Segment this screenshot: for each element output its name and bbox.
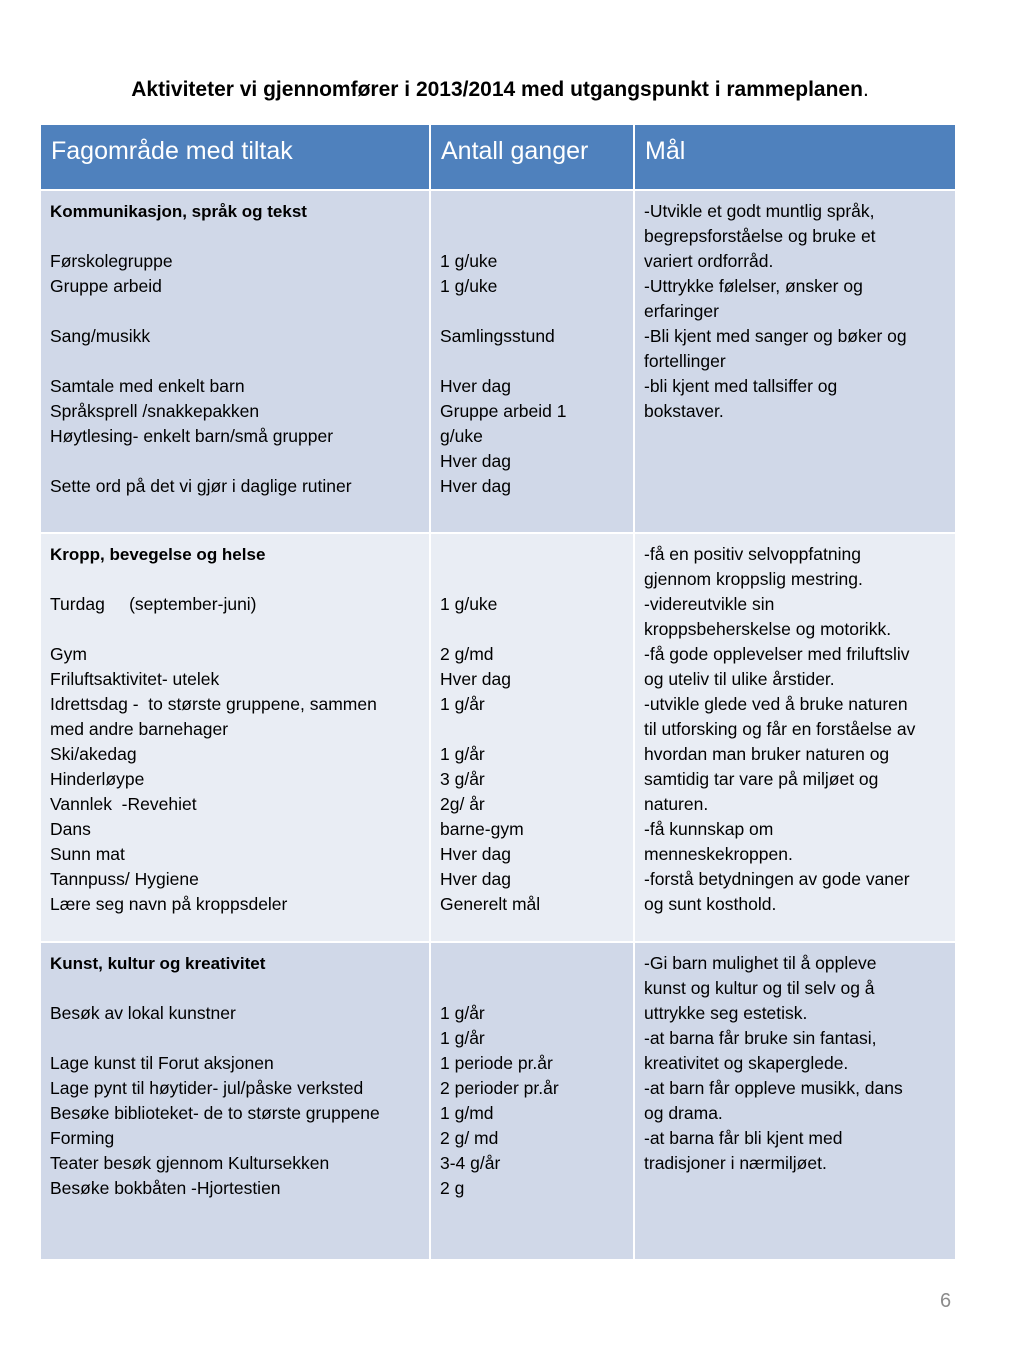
cell-line: begrepsforståelse og bruke et (644, 226, 876, 246)
cell-line: 1 g/år (440, 1028, 485, 1048)
cell-line: kroppsbeherskelse og motorikk. (644, 619, 892, 639)
cell-line (440, 199, 624, 224)
cell-line: Høytlesing- enkelt barn/små grupper (50, 426, 334, 446)
cell-line: -Bli kjent med sanger og bøker og (644, 326, 907, 346)
cell-line (50, 349, 420, 374)
cell-line: erfaringer (644, 301, 719, 321)
cell-line: Besøke bokbåten -Hjortestien (50, 1178, 281, 1198)
cell-line: barne-gym (440, 819, 524, 839)
cell-line: Gym (50, 644, 87, 664)
cell-line: og drama. (644, 1103, 723, 1123)
cell-line: 2 g/ md (440, 1128, 499, 1148)
cell-line: Hver dag (440, 451, 512, 471)
cell-line: 1 g/uke (440, 251, 498, 271)
goals-cell (634, 190, 956, 533)
cell-line: 2g/ år (440, 794, 485, 814)
cell-line: 2 g/md (440, 644, 494, 664)
category-title: Kunst, kultur og kreativitet (50, 954, 266, 973)
activities-cell (40, 533, 430, 942)
activity-table (39, 123, 957, 1261)
cell-line: -Uttrykke følelser, ønsker og (644, 276, 863, 296)
cell-line: Hver dag (440, 669, 512, 689)
table-row (40, 190, 956, 533)
page-number: 6 (940, 1290, 952, 1312)
cell-line: 1 g/md (440, 1103, 494, 1123)
cell-line: 1 periode pr.år (440, 1053, 553, 1073)
cell-line: -at barna får bli kjent med (644, 1128, 843, 1148)
table-row (40, 942, 956, 1260)
cell-line: Gruppe arbeid 1 (440, 401, 567, 421)
header-fagomrade: Fagområde med tiltak (40, 124, 430, 190)
cell-line: -Utvikle et godt muntlig språk, (644, 201, 875, 221)
cell-line: Ski/akedag (50, 744, 137, 764)
cell-line: til utforsking og får en forståelse av (644, 719, 916, 739)
cell-line: -videreutvikle sin (644, 594, 775, 614)
cell-line: Tannpuss/ Hygiene (50, 869, 199, 889)
cell-line: Forming (50, 1128, 115, 1148)
cell-line (50, 976, 420, 1001)
category-title: Kropp, bevegelse og helse (50, 545, 266, 564)
cell-line: Vannlek -Revehiet (50, 794, 197, 814)
cell-line: Førskolegruppe (50, 251, 173, 271)
cell-line: uttrykke seg estetisk. (644, 1003, 808, 1023)
cell-line: Idrettsdag - to største gruppene, sammen (50, 694, 377, 714)
header-mal: Mål (634, 124, 956, 190)
cell-line: Besøke biblioteket- de to største gruppene (50, 1103, 380, 1123)
goals-cell (634, 533, 956, 942)
cell-line: variert ordforråd. (644, 251, 774, 271)
cell-line: naturen. (644, 794, 709, 814)
cell-line: -utvikle glede ved å bruke naturen (644, 694, 908, 714)
activities-cell (40, 942, 430, 1260)
cell-line: Hver dag (440, 844, 512, 864)
cell-line: Lage kunst til Forut aksjonen (50, 1053, 274, 1073)
page-title (0, 78, 1000, 102)
cell-line: 1 g/år (440, 744, 485, 764)
cell-line: kunst og kultur og til selv og å (644, 978, 875, 998)
cell-line: Besøk av lokal kunstner (50, 1003, 236, 1023)
cell-line: Teater besøk gjennom Kultursekken (50, 1153, 330, 1173)
cell-line: 1 g/år (440, 1003, 485, 1023)
cell-line: hvordan man bruker naturen og (644, 744, 890, 764)
cell-line: 1 g/år (440, 694, 485, 714)
header-antall: Antall ganger (430, 124, 634, 190)
cell-line (50, 299, 420, 324)
cell-line: Sunn mat (50, 844, 125, 864)
cell-line (440, 542, 624, 567)
cell-line: Hver dag (440, 869, 512, 889)
cell-line (50, 449, 420, 474)
cell-line (50, 567, 420, 592)
cell-line: -at barn får oppleve musikk, dans (644, 1078, 903, 1098)
cell-line (440, 349, 624, 374)
cell-line: 1 g/uke (440, 594, 498, 614)
cell-line: -få gode opplevelser med friluftsliv (644, 644, 910, 664)
cell-line (440, 976, 624, 1001)
cell-line: -bli kjent med tallsiffer og (644, 376, 838, 396)
cell-line: Lære seg navn på kroppsdeler (50, 894, 288, 914)
cell-line: Hinderløype (50, 769, 145, 789)
category-title: Kommunikasjon, språk og tekst (50, 202, 307, 221)
cell-line: Sette ord på det vi gjør i daglige rutiner (50, 476, 352, 496)
table-row (40, 533, 956, 942)
cell-line: Samlingsstund (440, 326, 555, 346)
cell-line: med andre barnehager (50, 719, 229, 739)
cell-line: Samtale med enkelt barn (50, 376, 245, 396)
cell-line: fortellinger (644, 351, 726, 371)
cell-line (440, 299, 624, 324)
cell-line: Hver dag (440, 476, 512, 496)
cell-line: Gruppe arbeid (50, 276, 162, 296)
cell-line: -at barna får bruke sin fantasi, (644, 1028, 877, 1048)
counts-cell (430, 942, 634, 1260)
goals-cell (634, 942, 956, 1260)
cell-line: Sang/musikk (50, 326, 151, 346)
counts-cell (430, 190, 634, 533)
cell-line: Lage pynt til høytider- jul/påske verksted (50, 1078, 364, 1098)
cell-line: Dans (50, 819, 91, 839)
cell-line: og uteliv til ulike årstider. (644, 669, 835, 689)
cell-line: tradisjoner i nærmiljøet. (644, 1153, 827, 1173)
cell-line: bokstaver. (644, 401, 724, 421)
cell-line: gjennom kroppslig mestring. (644, 569, 863, 589)
cell-line: 3 g/år (440, 769, 485, 789)
table-header-row (40, 124, 956, 190)
cell-line: Turdag (september-juni) (50, 594, 257, 614)
cell-line: Hver dag (440, 376, 512, 396)
cell-line (440, 951, 624, 976)
cell-line: -få en positiv selvoppfatning (644, 544, 861, 564)
cell-line (440, 224, 624, 249)
counts-cell (430, 533, 634, 942)
cell-line: -få kunnskap om (644, 819, 774, 839)
activities-cell (40, 190, 430, 533)
title-punct: . (862, 78, 869, 101)
cell-line: kreativitet og skaperglede. (644, 1053, 849, 1073)
cell-line: -forstå betydningen av gode vaner (644, 869, 910, 889)
cell-line (440, 617, 624, 642)
cell-line: g/uke (440, 426, 483, 446)
cell-line: menneskekroppen. (644, 844, 793, 864)
cell-line: Friluftsaktivitet- utelek (50, 669, 220, 689)
cell-line: og sunt kosthold. (644, 894, 777, 914)
cell-line (440, 717, 624, 742)
cell-line: 3-4 g/år (440, 1153, 501, 1173)
cell-line: 2 g (440, 1178, 465, 1198)
cell-line: Språksprell /snakkepakken (50, 401, 260, 421)
title-text: Aktiviteter vi gjennomfører i 2013/2014 med utgangspunkt i rammeplanen (131, 78, 863, 101)
cell-line: -Gi barn mulighet til å oppleve (644, 953, 877, 973)
cell-line: 1 g/uke (440, 276, 498, 296)
cell-line: samtidig tar vare på miljøet og (644, 769, 879, 789)
cell-line (50, 1026, 420, 1051)
cell-line (50, 224, 420, 249)
cell-line (50, 617, 420, 642)
cell-line: 2 perioder pr.år (440, 1078, 559, 1098)
cell-line (440, 567, 624, 592)
cell-line: Generelt mål (440, 894, 541, 914)
